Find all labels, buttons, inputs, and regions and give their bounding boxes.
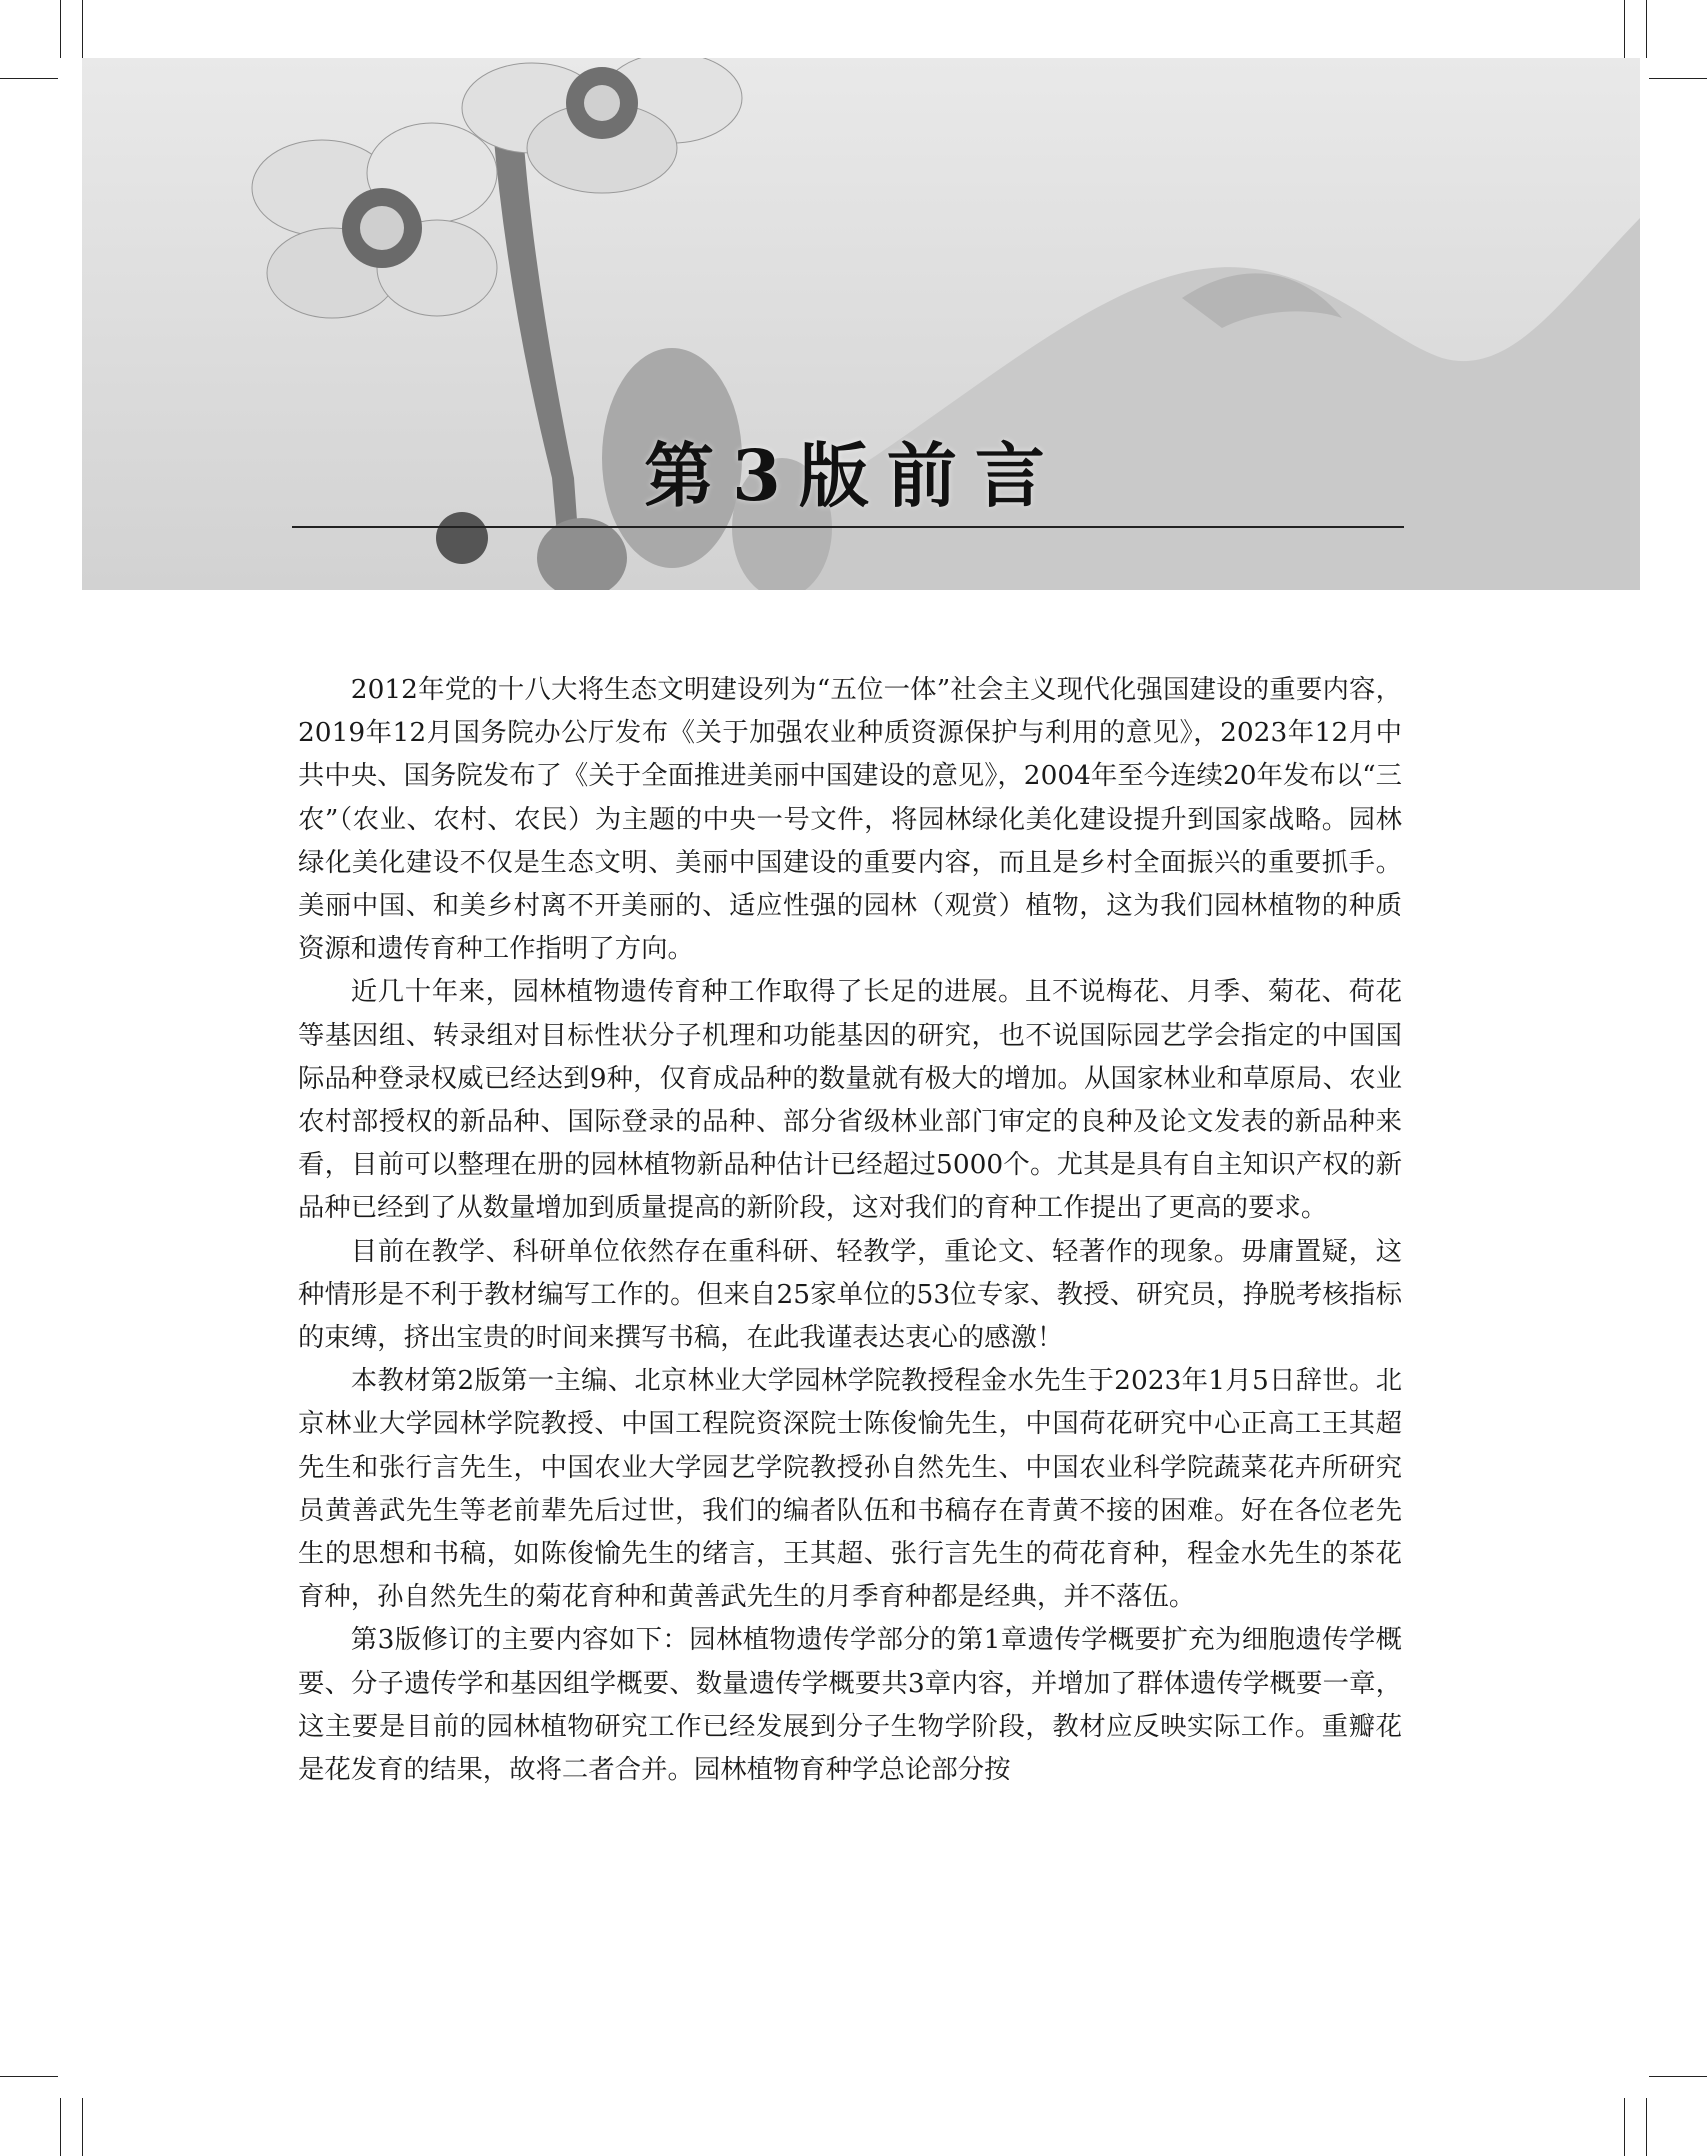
crop-mark xyxy=(1624,0,1625,58)
crop-mark xyxy=(1646,0,1647,58)
crop-mark xyxy=(60,0,61,58)
paragraph: 本教材第2版第一主编、北京林业大学园林学院教授程金水先生于2023年1月5日辞世。北京林业大学园林学院教授、中国工程院资深院士陈俊愉先生，中国荷花研究中心正高工王其超先生和张行言先生，中国农业大学园艺学院教授孙自然先生、中国农业科学院蔬菜花卉所研究员黄善武先生等老前辈先后过世，我们的编者队伍和书稿存在青黄不接的困难。好在各位老先生的思想和书稿，如陈俊愉先生的绪言，王其超、张行言先生的荷花育种，程金水先生的茶花育种，孙自然先生的菊花育种和黄善武先生的月季育种都是经典，并不落伍。 xyxy=(298,1365,1402,1613)
paragraph: 目前在教学、科研单位依然存在重科研、轻教学，重论文、轻著作的现象。毋庸置疑，这种情形是不利于教材编写工作的。但来自25家单位的53位专家、教授、研究员，挣脱考核指标的束缚，挤出宝贵的时间来撰写书稿，在此我谨表达衷心的感激！ xyxy=(298,1235,1402,1354)
crop-mark xyxy=(60,2098,61,2156)
crop-mark xyxy=(82,2098,83,2156)
crop-mark xyxy=(1649,78,1707,79)
paragraph: 2012年党的十八大将生态文明建设列为“五位一体”社会主义现代化强国建设的重要内容，2019年12月国务院办公厅发布《关于加强农业种质资源保护与利用的意见》，2023年12月中共中央、国务院发布了《关于全面推进美丽中国建设的意见》，2004年至今连续20年发布以“三农”（农业、农村、农民）为主题的中央一号文件，将园林绿化美化建设提升到国家战略。园林绿化美化建设不仅是生态文明、美丽中国建设的重要内容，而且是乡村全面振兴的重要抓手。美丽中国、和美乡村离不开美丽的、适应性强的园林（观赏）植物，这为我们园林植物的种质资源和遗传育种工作指明了方向。 xyxy=(298,674,1402,965)
crop-mark xyxy=(0,2076,58,2077)
crop-mark xyxy=(0,78,58,79)
paragraph: 近几十年来，园林植物遗传育种工作取得了长足的进展。且不说梅花、月季、菊花、荷花等基因组、转录组对目标性状分子机理和功能基因的研究，也不说国际园艺学会指定的中国国际品种登录权威已经达到9种，仅育成品种的数量就有极大的增加。从国家林业和草原局、农业农村部授权的新品种、国际登录的品种、部分省级林业部门审定的良种及论文发表的新品种来看，目前可以整理在册的园林植物新品种估计已经超过5000个。尤其是具有自主知识产权的新品种已经到了从数量增加到质量提高的新阶段，这对我们的育种工作提出了更高的要求。 xyxy=(298,976,1402,1224)
page-title: 第3版前言 xyxy=(644,434,1063,517)
crop-mark xyxy=(1624,2098,1625,2156)
paragraph: 第3版修订的主要内容如下：园林植物遗传学部分的第1章遗传学概要扩充为细胞遗传学概要、分子遗传学和基因组学概要、数量遗传学概要共3章内容，并增加了群体遗传学概要一章，这主要是目前的园林植物研究工作已经发展到分子生物学阶段，教材应反映实际工作。重瓣花是花发育的结果，故将二者合并。园林植物育种学总论部分按 xyxy=(298,1624,1402,1786)
crop-mark xyxy=(1649,2076,1707,2077)
crop-mark xyxy=(1646,2098,1647,2156)
crop-mark xyxy=(82,0,83,58)
preface-body xyxy=(298,668,1402,1791)
title-divider xyxy=(292,526,1404,528)
